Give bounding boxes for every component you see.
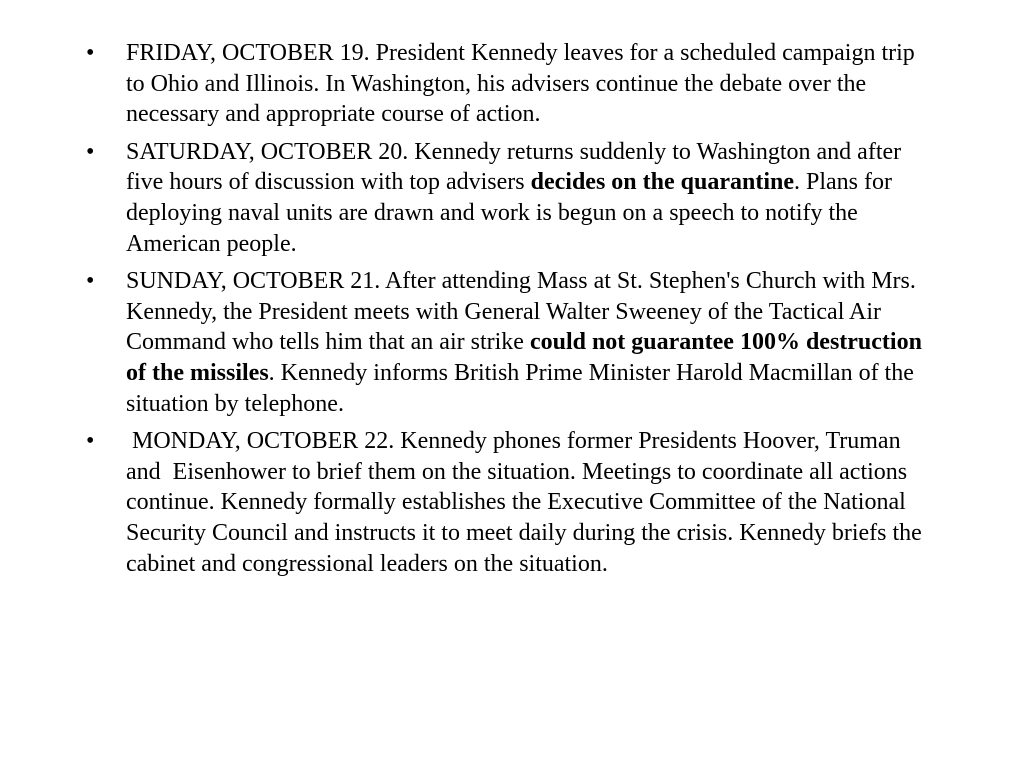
text-segment: . Kennedy informs British Prime Minister Harold Macmillan of the situation by telephone.: [126, 359, 920, 417]
bullet-item-october-20: [86, 137, 936, 259]
bullet-text: [126, 137, 936, 259]
text-segment: SATURDAY, OCTOBER 20. Kennedy returns suddenly to Washington and after five hours of discussion with top advisers: [126, 138, 908, 196]
bullet-text: [126, 266, 936, 419]
bullet-marker: •: [86, 268, 95, 295]
timeline-bullet-list: [86, 38, 936, 586]
bullet-marker: •: [86, 40, 95, 66]
bullet-marker: •: [86, 138, 95, 165]
text-segment: . Plans for deploying naval units are drawn and work is begun on a speech to notify the American people.: [126, 169, 898, 257]
bullet-marker: •: [86, 428, 95, 455]
text-segment: FRIDAY, OCTOBER 19. President Kennedy leaves for a scheduled campaign trip to Ohio and Illinois. In Washington, his advisers continue the debate over the necessary and appropriate course of action.: [126, 40, 921, 128]
text-segment: SUNDAY, OCTOBER 21. After attending Mass at St. Stephen's Church with Mrs. Kennedy, the President meets with General Walter Sweeney of the Tactical Air Command who tells him that an air strike: [126, 268, 922, 356]
bullet-item-october-19: [86, 38, 936, 130]
bullet-item-october-22: [86, 426, 936, 579]
bold-text-segment: could not guarantee 100% destruction of the missiles: [126, 329, 928, 386]
bold-text-segment: decides on the quarantine: [530, 169, 794, 196]
bullet-text: [126, 426, 936, 579]
text-segment: MONDAY, OCTOBER 22. Kennedy phones former Presidents Hoover, Truman and Eisenhower to brief them on the situation. Meetings to coordinate all actions continue. Kennedy formally establishes the Executive Committee of the National Security Council and instructs it to meet daily during the crisis. Kennedy briefs the cabinet and congressional leaders on the situation.: [126, 428, 928, 577]
bullet-text: [126, 38, 936, 130]
bullet-item-october-21: [86, 266, 936, 419]
